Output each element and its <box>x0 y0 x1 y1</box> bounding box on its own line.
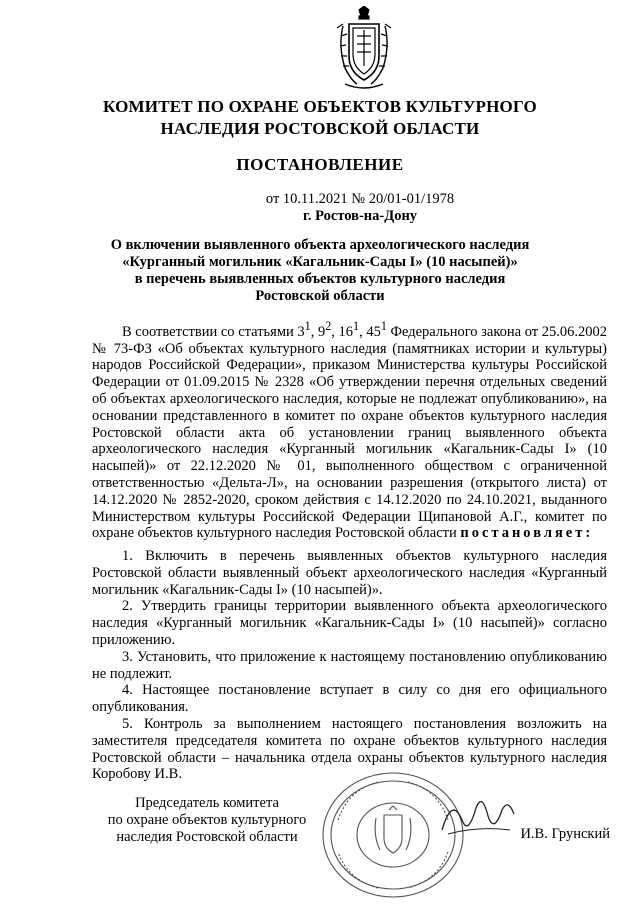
signatory-position-line3: наследия Ростовской области <box>116 829 298 845</box>
intro-text-1: В соответствии со статьями 3 <box>122 323 305 340</box>
intro-sup-3: 1 <box>353 319 360 333</box>
resolution-item-2: 2. Утвердить границы территории выявленного объекта археологического наследия «Курганный могильник «Кагальник-Сады I» (10 насыпей)» согласно приложению. <box>92 598 607 648</box>
intro-text-2: , 9 <box>310 323 326 340</box>
signatory-position-line1: Председатель комитета <box>135 795 279 811</box>
organization-title <box>80 96 560 140</box>
intro-text-3: , 16 <box>331 323 354 340</box>
intro-text-5: Федерального закона от 25.06.2002 № 73-ФЗ «Об объектах культурного наследия (памятниках истории и культуры) народов Российской Федерации», приказом Министерства культуры Российской Федерации от 01.09.2015 № 2328 «Об утверждении перечня отдельных сведений об объектах археологического наследия, которые не подлежат опубликованию», на основании представленного в комитет по охране объектов культурного наследия Ростовской области акта об установлении границ выявленного объекта археологического наследия «Курганный могильник «Кагальник-Сады I» (10 насыпей)» от 22.12.2020 № 01, выполненного обществом с ограниченной ответственностью «Дельта-Л», на основании разрешения (открытого листа) от 14.12.2020 № 2852-2020, сроком действия с 14.12.2020 по 24.10.2021, выданного Министерством культуры Российской Федерации Щипановой А.Г., комитет по охране объектов культурного наследия Ростовской области <box>92 323 608 542</box>
document-date-number: от 10.11.2021 № 20/01-01/1978 <box>265 191 455 207</box>
subject-line3: в перечень выявленных объектов культурного наследия <box>134 271 506 287</box>
intro-text-4: , 45 <box>359 323 381 340</box>
signatory-position-line2: по охране объектов культурного <box>107 812 307 828</box>
document-city: г. Ростов-на-Дону <box>302 208 418 224</box>
intro-sup-2: 2 <box>325 319 332 333</box>
resolution-item-4: 4. Настоящее постановление вступает в силу со дня его официального опубликования. <box>92 682 607 716</box>
subject-line4: Ростовской области <box>255 288 385 304</box>
coat-of-arms-icon <box>335 6 393 92</box>
document-subject <box>95 237 545 305</box>
resolution-item-1: 1. Включить в перечень выявленных объектов культурного наследия Ростовской области выявленный объект археологического наследия «Курганный могильник «Кагальник-Сады I» (10 насыпей)». <box>92 548 607 598</box>
resolves-word: постановляет: <box>460 525 594 542</box>
document-type: ПОСТАНОВЛЕНИЕ <box>236 155 404 174</box>
signatory-position <box>92 795 322 846</box>
org-title-line1: КОМИТЕТ ПО ОХРАНЕ ОБЪЕКТОВ КУЛЬТУРНОГО <box>103 97 537 116</box>
intro-paragraph <box>92 318 607 542</box>
resolution-item-5: 5. Контроль за выполнением настоящего постановления возложить на заместителя председателя комитета по охране объектов культурного наследия Ростовской области – начальника отдела охраны объектов культурного наследия Коробову И.В. <box>92 715 607 783</box>
signatory-name: И.В. Грунский <box>520 826 610 842</box>
subject-line1: О включении выявленного объекта археологического наследия <box>110 237 530 253</box>
intro-sup-1: 1 <box>304 319 311 333</box>
org-title-line2: НАСЛЕДИЯ РОСТОВСКОЙ ОБЛАСТИ <box>160 119 480 138</box>
resolution-item-3: 3. Установить, что приложение к настоящему постановлению опубликованию не подлежит. <box>92 648 607 682</box>
intro-sup-4: 1 <box>380 319 387 333</box>
subject-line2: «Курганный могильник «Кагальник-Сады I» (10 насыпей)» <box>122 254 518 270</box>
resolution-items <box>92 548 607 783</box>
